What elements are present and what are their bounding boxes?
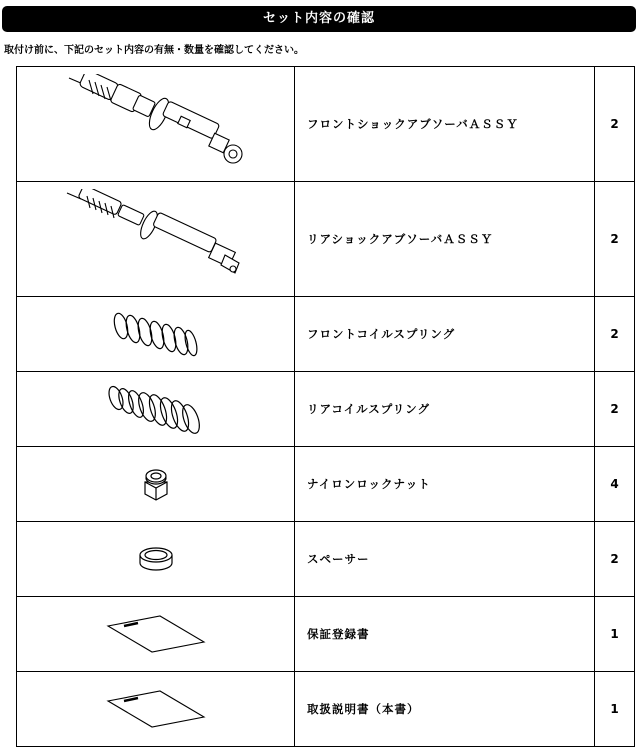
front-shock-absorber-icon xyxy=(61,74,251,174)
part-quantity: 2 xyxy=(595,67,635,182)
part-image-cell xyxy=(17,67,295,182)
part-image-cell xyxy=(17,182,295,297)
warranty-card-icon xyxy=(106,614,206,654)
table-row xyxy=(17,672,635,747)
part-name: リアショックアブソーバＡＳＳＹ xyxy=(295,182,595,297)
section-title: セット内容の確認 xyxy=(2,6,636,32)
rear-shock-absorber-icon xyxy=(61,189,251,289)
part-image-cell xyxy=(17,447,295,522)
table-row xyxy=(17,447,635,522)
part-image-cell xyxy=(17,372,295,447)
spacer-icon xyxy=(136,545,176,573)
part-quantity: 2 xyxy=(595,522,635,597)
instruction-text: 取付け前に、下記のセット内容の有無・数量を確認してください。 xyxy=(4,45,304,56)
table-row xyxy=(17,372,635,447)
nylon-lock-nut-icon xyxy=(141,466,171,502)
part-quantity: 1 xyxy=(595,597,635,672)
rear-coil-spring-icon xyxy=(106,382,206,436)
front-coil-spring-icon xyxy=(111,309,201,359)
part-name: 保証登録書 xyxy=(295,597,595,672)
part-quantity: 1 xyxy=(595,672,635,747)
part-image-cell xyxy=(17,672,295,747)
parts-table xyxy=(16,66,635,747)
part-quantity: 4 xyxy=(595,447,635,522)
part-name: リアコイルスプリング xyxy=(295,372,595,447)
part-name: スペーサー xyxy=(295,522,595,597)
table-row xyxy=(17,67,635,182)
part-quantity: 2 xyxy=(595,297,635,372)
part-image-cell xyxy=(17,597,295,672)
table-row xyxy=(17,522,635,597)
table-row xyxy=(17,297,635,372)
part-name: フロントコイルスプリング xyxy=(295,297,595,372)
part-quantity: 2 xyxy=(595,182,635,297)
part-quantity: 2 xyxy=(595,372,635,447)
instruction-manual-icon xyxy=(106,689,206,729)
part-name: ナイロンロックナット xyxy=(295,447,595,522)
table-row xyxy=(17,597,635,672)
part-image-cell xyxy=(17,522,295,597)
part-image-cell xyxy=(17,297,295,372)
table-row xyxy=(17,182,635,297)
part-name: 取扱説明書（本書） xyxy=(295,672,595,747)
part-name: フロントショックアブソーバＡＳＳＹ xyxy=(295,67,595,182)
